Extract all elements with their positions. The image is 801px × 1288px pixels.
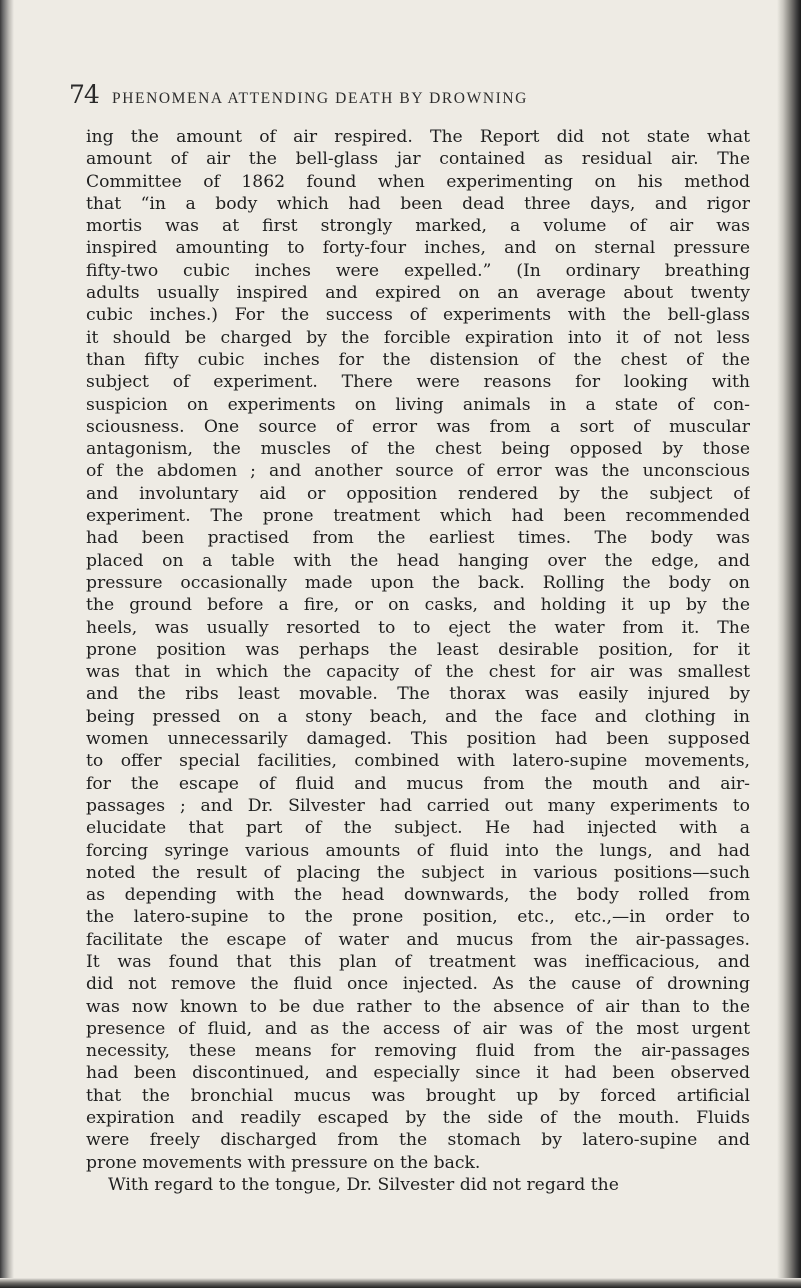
text-line: passages ; and Dr. Silvester had carried out many experiments to: [86, 795, 750, 816]
text-line: the latero-supine to the prone position, etc., etc.,—in order to: [86, 907, 750, 928]
text-line: presence of fluid, and as the access of air was of the most urgent: [86, 1018, 750, 1039]
text-line: sciousness. One source of error was from a sort of muscular: [86, 416, 750, 437]
text-line: fifty-two cubic inches were expelled.” (In ordinary breathing: [86, 260, 750, 281]
page-right-edge-shadow: [777, 0, 801, 1288]
text-line: mortis was at first strongly marked, a volume of air was: [86, 216, 750, 237]
text-line: expiration and readily escaped by the side of the mouth. Fluids: [86, 1108, 750, 1129]
text-line: were freely discharged from the stomach by latero-supine and: [86, 1130, 750, 1151]
text-line: was now known to be due rather to the absence of air than to the: [86, 996, 750, 1017]
text-line: subject of experiment. There were reasons for looking with: [86, 372, 750, 393]
text-line: had been discontinued, and especially since it had been observed: [86, 1063, 750, 1084]
text-line: Committee of 1862 found when experimenting on his method: [86, 171, 750, 192]
text-line: and involuntary aid or opposition rendered by the subject of: [86, 483, 750, 504]
text-line: facilitate the escape of water and mucus from the air-passages.: [86, 929, 750, 950]
body-text: [86, 126, 750, 1196]
text-line: was that in which the capacity of the chest for air was smallest: [86, 662, 750, 683]
text-line: cubic inches.) For the success of experiments with the bell-glass: [86, 305, 750, 326]
text-line: than fifty cubic inches for the distension of the chest of the: [86, 349, 750, 370]
text-line: It was found that this plan of treatment was inefficacious, and: [86, 951, 750, 972]
text-line: women unnecessarily damaged. This position had been supposed: [86, 729, 750, 750]
text-line: heels, was usually resorted to to eject the water from it. The: [86, 617, 750, 638]
page-left-edge-shadow: [0, 0, 14, 1288]
text-line: prone movements with pressure on the back.: [86, 1152, 481, 1173]
text-line: inspired amounting to forty-four inches, and on sternal pressure: [86, 238, 750, 259]
page-bottom-edge-shadow: [0, 1278, 801, 1288]
text-line: for the escape of fluid and mucus from the mouth and air-: [86, 773, 750, 794]
text-line: experiment. The prone treatment which had been recommended: [86, 506, 750, 527]
text-line: had been practised from the earliest times. The body was: [86, 528, 750, 549]
text-line: amount of air the bell-glass jar contained as residual air. The: [86, 149, 750, 170]
text-line: the ground before a fire, or on casks, and holding it up by the: [86, 595, 750, 616]
text-line: ing the amount of air respired. The Report did not state what: [86, 127, 750, 147]
text-line: placed on a table with the head hanging over the edge, and: [86, 550, 750, 571]
running-head: PHENOMENA ATTENDING DEATH BY DROWNING: [112, 90, 528, 107]
text-line: it should be charged by the forcible expiration into it of not less: [86, 327, 750, 348]
text-line: did not remove the fluid once injected. As the cause of drowning: [86, 974, 750, 995]
text-line: that “in a body which had been dead three days, and rigor: [86, 193, 750, 214]
text-line: to offer special facilities, combined with latero-supine movements,: [86, 751, 750, 772]
text-line: of the abdomen ; and another source of error was the unconscious: [86, 461, 750, 482]
text-line: prone position was perhaps the least desirable position, for it: [86, 639, 750, 660]
text-line: forcing syringe various amounts of fluid into the lungs, and had: [86, 840, 750, 861]
text-line: necessity, these means for removing fluid from the air-passages: [86, 1041, 750, 1062]
text-line: being pressed on a stony beach, and the face and clothing in: [86, 706, 750, 727]
text-line: pressure occasionally made upon the back. Rolling the body on: [86, 572, 750, 593]
text-line: adults usually inspired and expired on an average about twenty: [86, 283, 750, 304]
text-line: noted the result of placing the subject in various positions—such: [86, 862, 750, 883]
text-line: that the bronchial mucus was brought up by forced artificial: [86, 1085, 750, 1106]
text-line: and the ribs least movable. The thorax was easily injured by: [86, 684, 750, 705]
text-line: as depending with the head downwards, the body rolled from: [86, 885, 750, 906]
text-line: With regard to the tongue, Dr. Silvester did not regard the: [108, 1174, 619, 1195]
text-line: elucidate that part of the subject. He had injected with a: [86, 818, 750, 839]
text-line: suspicion on experiments on living animals in a state of con-: [86, 394, 750, 415]
page-number: 74: [69, 80, 99, 109]
text-line: antagonism, the muscles of the chest being opposed by those: [86, 439, 750, 460]
